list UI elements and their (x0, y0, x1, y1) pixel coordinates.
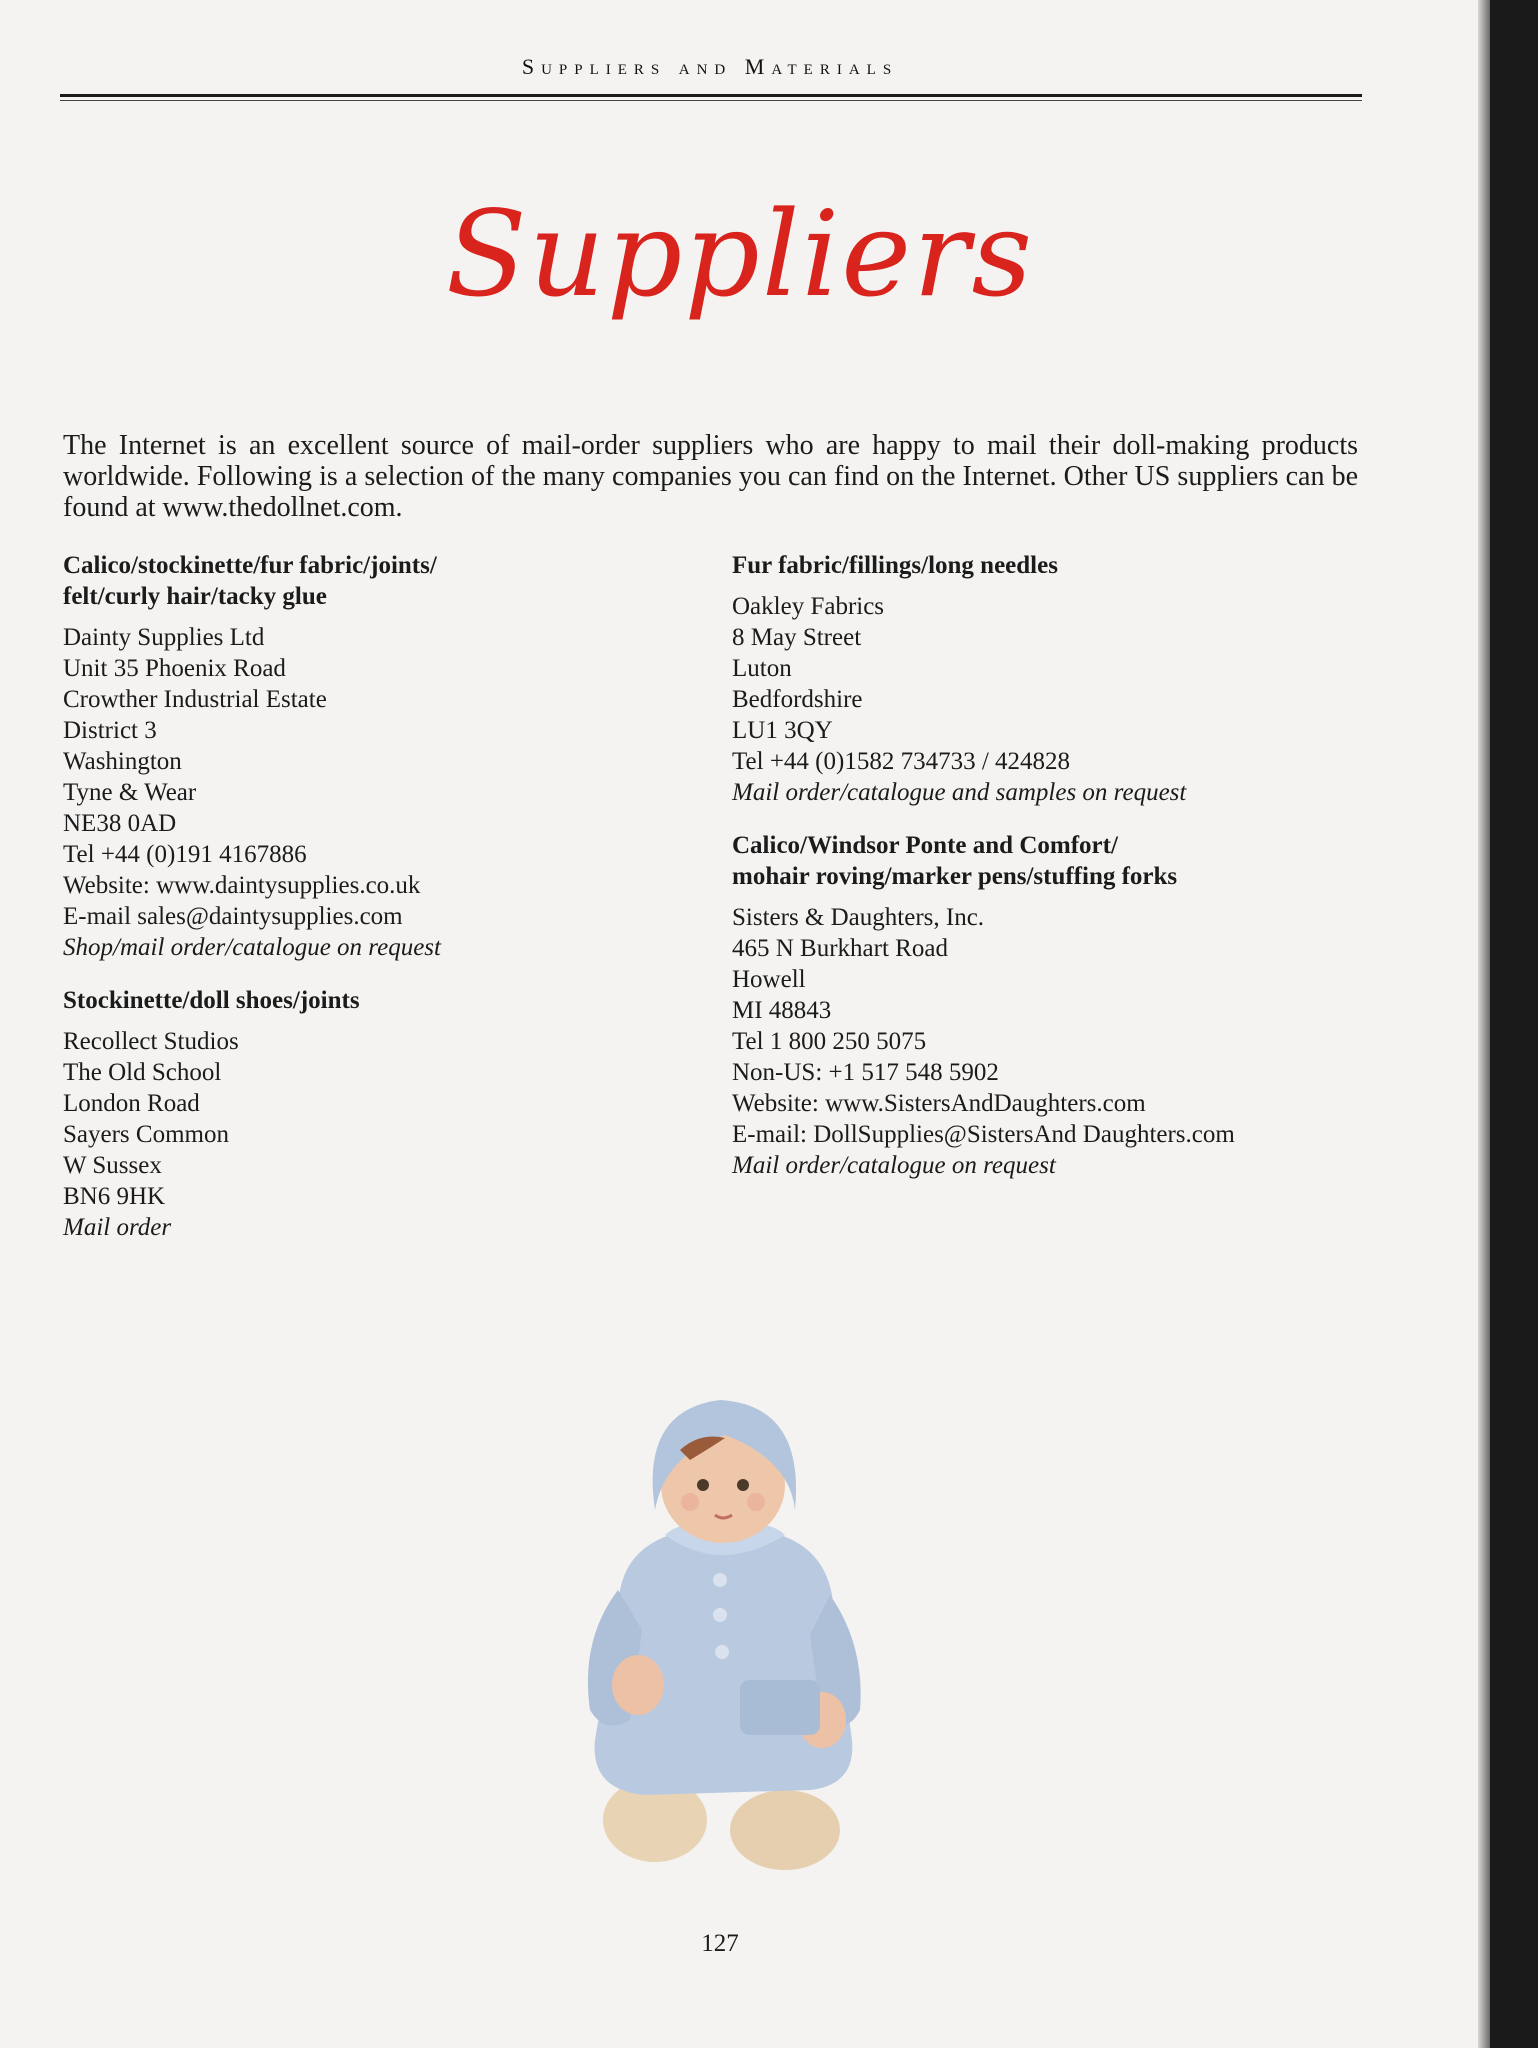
intro-paragraph: The Internet is an excellent source of mail-order suppliers who are happy to mail their doll-making products worldwide. Following is a selection of the many companies you can find on the Internet. Other US suppliers can be found at www.thedollnet.com. (63, 430, 1358, 523)
address-line: Luton (732, 655, 792, 682)
supplier-entry-oakley (732, 550, 1372, 808)
page-edge-shadow (1478, 0, 1490, 2048)
address-line: Sayers Common (63, 1121, 229, 1148)
supplier-name: Sisters & Daughters, Inc. (732, 904, 985, 931)
right-column (732, 550, 1372, 1203)
telephone: Tel +44 (0)1582 734733 / 424828 (732, 748, 1071, 775)
left-column (63, 550, 703, 1265)
page-number: 127 (701, 1930, 739, 1957)
address-line: District 3 (63, 717, 157, 744)
address-line: W Sussex (63, 1152, 162, 1179)
website: Website: www.SistersAndDaughters.com (732, 1090, 1146, 1117)
category-line: Calico/Windsor Ponte and Comfort/ (732, 832, 1118, 859)
telephone-international: Non-US: +1 517 548 5902 (732, 1059, 999, 1086)
address-line: 8 May Street (732, 624, 862, 651)
doll-coat-pocket (740, 1680, 820, 1735)
address-line: Unit 35 Phoenix Road (63, 655, 286, 682)
postcode: LU1 3QY (732, 717, 833, 744)
supplier-note: Mail order/catalogue on request (732, 1152, 1056, 1179)
category-line: Fur fabric/fillings/long needles (732, 552, 1058, 579)
address-line: Bedfordshire (732, 686, 863, 713)
running-head: Suppliers and Materials (521, 54, 899, 79)
supplier-entry-recollect (63, 985, 703, 1243)
telephone: Tel 1 800 250 5075 (732, 1028, 927, 1055)
supplier-name: Dainty Supplies Ltd (63, 624, 265, 651)
doll-button (715, 1645, 729, 1659)
address-line: Tyne & Wear (63, 779, 197, 806)
email: E-mail: DollSupplies@SistersAnd Daughters.com (732, 1121, 1235, 1148)
category-line: mohair roving/marker pens/stuffing forks (732, 863, 1178, 890)
supplier-note: Mail order/catalogue and samples on request (732, 779, 1187, 806)
page-title: Suppliers (445, 185, 1035, 323)
category-heading (63, 550, 703, 612)
category-line: felt/curly hair/tacky glue (63, 583, 327, 610)
address-line: 465 N Burkhart Road (732, 935, 948, 962)
doll-shoe-right (730, 1790, 840, 1870)
category-line: Stockinette/doll shoes/joints (63, 987, 360, 1014)
doll-cheek (681, 1493, 699, 1511)
address-line: London Road (63, 1090, 200, 1117)
address-line: Crowther Industrial Estate (63, 686, 327, 713)
doll-illustration (560, 1390, 890, 1870)
category-line: Calico/stockinette/fur fabric/joints/ (63, 552, 437, 579)
supplier-note: Mail order (63, 1214, 172, 1241)
postcode: MI 48843 (732, 997, 832, 1024)
doll-eye-left (697, 1479, 709, 1491)
postcode: BN6 9HK (63, 1183, 166, 1210)
address-line: Washington (63, 748, 182, 775)
postcode: NE38 0AD (63, 810, 177, 837)
supplier-name: Recollect Studios (63, 1028, 239, 1055)
supplier-note: Shop/mail order/catalogue on request (63, 934, 441, 961)
header-rule-thick (60, 94, 1362, 97)
doll-eye-right (737, 1479, 749, 1491)
category-heading (63, 985, 703, 1016)
address-line: The Old School (63, 1059, 222, 1086)
address-line: Howell (732, 966, 806, 993)
doll-cheek (747, 1493, 765, 1511)
header-rule-thin (60, 100, 1362, 101)
email: E-mail sales@daintysupplies.com (63, 903, 403, 930)
doll-button (713, 1573, 727, 1587)
category-heading (732, 550, 1372, 581)
telephone: Tel +44 (0)191 4167886 (63, 841, 307, 868)
supplier-name: Oakley Fabrics (732, 593, 885, 620)
category-heading (732, 830, 1372, 892)
supplier-entry-dainty (63, 550, 703, 963)
doll-button (713, 1608, 727, 1622)
doll-hand-left (612, 1655, 664, 1715)
website: Website: www.daintysupplies.co.uk (63, 872, 421, 899)
supplier-entry-sisters (732, 830, 1372, 1181)
